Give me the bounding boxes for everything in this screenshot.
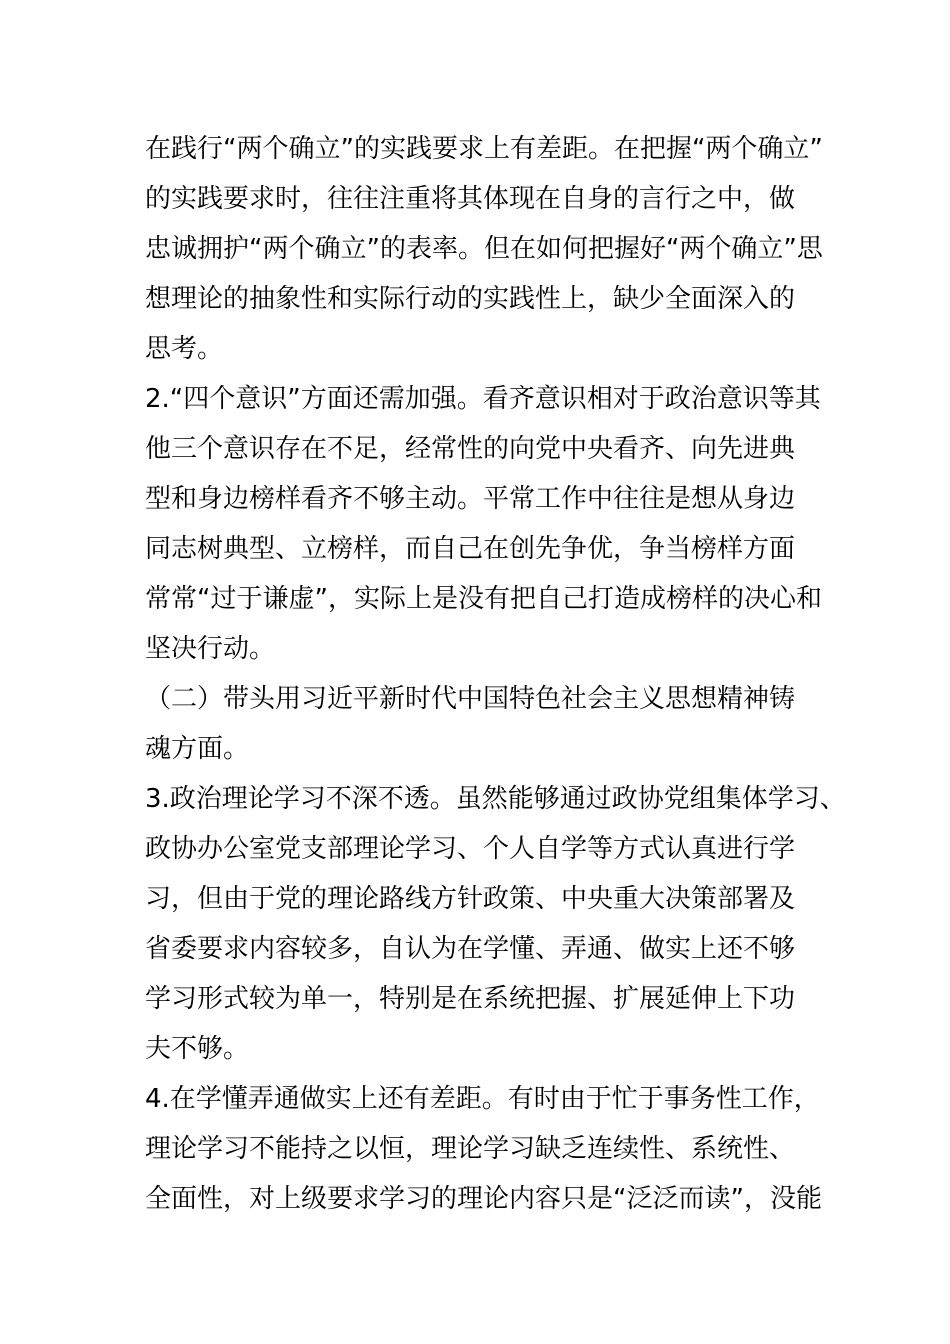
text-line: 型和身边榜样看齐不够主动。平常工作中往往是想从身边	[145, 484, 796, 514]
text-line: 政协办公室党支部理论学习、个人自学等方式认真进行学	[145, 834, 796, 864]
text-line: 常常“过于谦虚”，实际上是没有把自己打造成榜样的决心和	[145, 584, 822, 614]
text-line: 同志树典型、立榜样，而自己在创先争优，争当榜样方面	[145, 534, 796, 564]
text-line: 习，但由于党的理论路线方针政策、中央重大决策部署及	[145, 884, 796, 914]
text-line: 省委要求内容较多，自认为在学懂、弄通、做实上还不够	[145, 934, 796, 964]
text-line: 坚决行动。	[145, 634, 276, 664]
text-line: 全面性，对上级要求学习的理论内容只是“泛泛而读”，没能	[145, 1184, 822, 1214]
text-line: 思考。	[145, 334, 224, 364]
text-line: 忠诚拥护“两个确立”的表率。但在如何把握好“两个确立”思	[145, 234, 823, 264]
text-line: 理论学习不能持之以恒，理论学习缺乏连续性、系统性、	[145, 1134, 796, 1164]
text-line: 4.在学懂弄通做实上还有差距。有时由于忙于事务性工作，	[145, 1084, 820, 1114]
text-line: 他三个意识存在不足，经常性的向党中央看齐、向先进典	[145, 434, 796, 464]
section-heading: 魂方面。	[145, 734, 250, 764]
text-line: 夫不够。	[145, 1034, 250, 1064]
text-line: 3.政治理论学习不深不透。虽然能够通过政协党组集体学习、	[145, 784, 846, 814]
text-line: 学习形式较为单一，特别是在系统把握、扩展延伸上下功	[145, 984, 796, 1014]
text-line: 在践行“两个确立”的实践要求上有差距。在把握“两个确立”	[145, 134, 823, 164]
text-line: 的实践要求时，往往注重将其体现在自身的言行之中，做	[145, 184, 796, 214]
section-heading: （二）带头用习近平新时代中国特色社会主义思想精神铸	[145, 684, 796, 714]
text-line: 想理论的抽象性和实际行动的实践性上，缺少全面深入的	[145, 284, 796, 314]
text-line: 2.“四个意识”方面还需加强。看齐意识相对于政治意识等其	[145, 384, 821, 414]
